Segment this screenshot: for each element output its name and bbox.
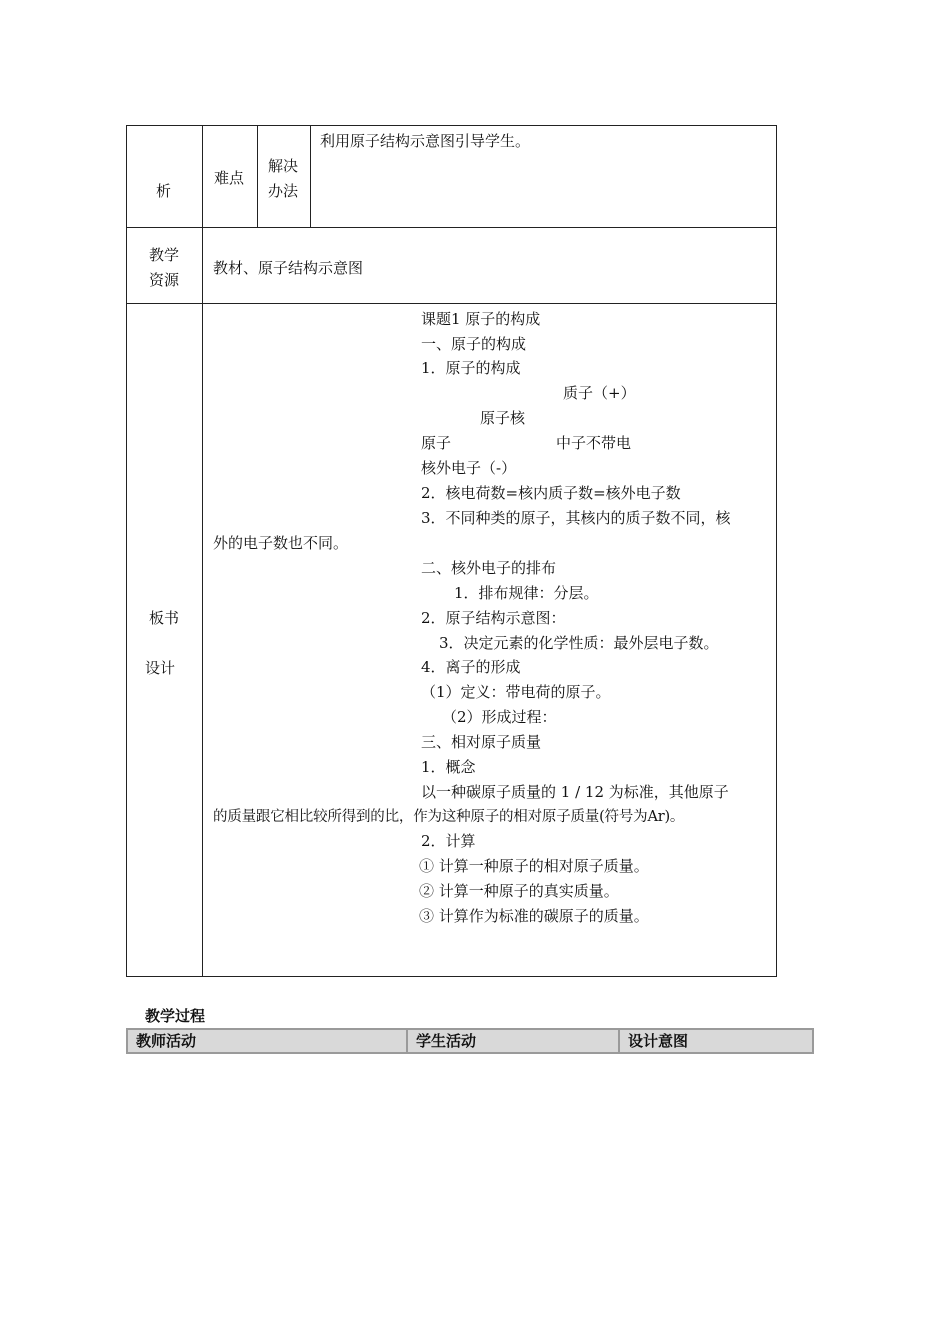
process-title: 教学过程 — [145, 1007, 206, 1025]
resources-label-line1: 教学 — [149, 246, 180, 264]
process-header-row — [126, 1028, 814, 1054]
board-line: 以一种碳原子质量的 1 / 12 为标准，其他原子 — [421, 783, 729, 801]
resources-label-line2: 资源 — [149, 271, 180, 289]
board-label-line2: 设计 — [145, 659, 176, 677]
board-line: 原子 — [421, 434, 452, 452]
board-line: （1）定义：带电荷的原子。 — [421, 683, 611, 701]
board-line: 2．计算 — [421, 832, 476, 850]
board-line: 二、核外电子的排布 — [421, 559, 557, 577]
board-line: 4．离子的形成 — [421, 658, 521, 676]
table-col-divider — [202, 125, 203, 977]
table-border-row1 — [126, 227, 777, 228]
board-line: 三、相对原子质量 — [421, 733, 542, 751]
analysis-row-label: 析 — [156, 182, 172, 200]
board-label-line1: 板书 — [149, 609, 180, 627]
board-line: 中子不带电 — [556, 434, 632, 452]
method-label-line2: 办法 — [268, 182, 299, 200]
table-col-divider-3 — [310, 125, 311, 228]
column-header-teacher: 教师活动 — [136, 1032, 197, 1050]
board-line: 外的电子数也不同。 — [213, 534, 349, 552]
board-line: 质子（+） — [563, 384, 636, 402]
board-line: 2．核电荷数=核内质子数=核外电子数 — [421, 484, 681, 502]
board-line: 一、原子的构成 — [421, 335, 527, 353]
table-col-divider-2 — [257, 125, 258, 228]
method-label-line1: 解决 — [268, 157, 299, 175]
resources-text: 教材、原子结构示意图 — [213, 259, 364, 277]
board-line: ① 计算一种原子的相对原子质量。 — [419, 857, 649, 875]
board-line: ② 计算一种原子的真实质量。 — [419, 882, 619, 900]
board-line: 2．原子结构示意图： — [421, 609, 566, 627]
board-line: （2）形成过程： — [442, 708, 557, 726]
table-border-left — [126, 125, 127, 977]
column-header-student: 学生活动 — [416, 1032, 477, 1050]
board-line: 课题1 原子的构成 — [421, 310, 541, 328]
board-line: 的质量跟它相比较所得到的比，作为这种原子的相对原子质量(符号为Ar)。 — [213, 809, 685, 825]
column-header-intent: 设计意图 — [628, 1032, 689, 1050]
table-border-top — [126, 125, 777, 126]
board-line: 1．原子的构成 — [421, 359, 521, 377]
board-line: 核外电子（-） — [421, 459, 517, 477]
board-line: 1．概念 — [421, 758, 476, 776]
table-border-bottom — [126, 976, 777, 977]
table-border-right — [776, 125, 777, 977]
board-line: 3．不同种类的原子，其核内的质子数不同，核 — [421, 509, 731, 527]
board-line: 3．决定元素的化学性质：最外层电子数。 — [439, 634, 719, 652]
board-line: ③ 计算作为标准的碳原子的质量。 — [419, 907, 649, 925]
difficulty-label: 难点 — [214, 169, 245, 187]
board-line: 1．排布规律：分层。 — [454, 584, 599, 602]
board-line: 原子核 — [480, 409, 526, 427]
method-text: 利用原子结构示意图引导学生。 — [320, 132, 531, 150]
table-border-row2 — [126, 303, 777, 304]
